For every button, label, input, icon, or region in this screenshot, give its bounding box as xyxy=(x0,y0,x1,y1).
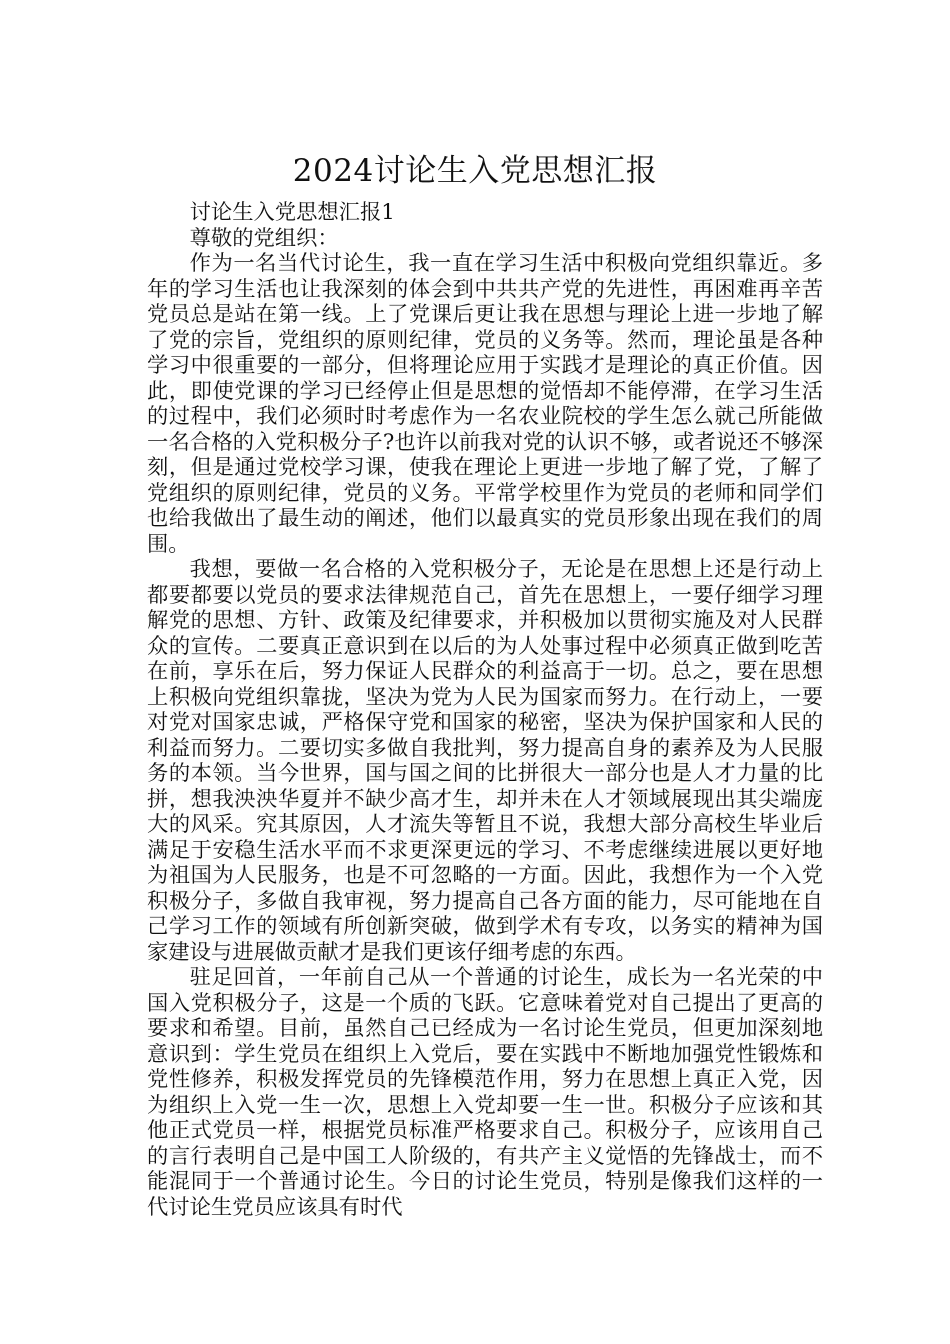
paragraph-3: 驻足回首，一年前自己从一个普通的讨论生，成长为一名光荣的中国入党积极分子，这是一个质的飞跃。它意味着党对自己提出了更高的要求和希望。目前，虽然自己已经成为一名讨论生党员，但更加深刻地意识到：学生党员在组织上入党后，要在实践中不断地加强党性锻炼和党性修养，积极发挥党员的先锋模范作用，努力在思想上真正入党，因为组织上入党一生一次，思想上入党却要一生一世。积极分子应该和其他正式党员一样，根据党员标准严格要求自己。积极分子，应该用自己的言行表明自己是中国工人阶级的，有共产主义觉悟的先锋战士，而不能混同于一个普通讨论生。今日的讨论生党员，特别是像我们这样的一代讨论生党员应该具有时代 xyxy=(147,965,823,1220)
document-body xyxy=(147,200,823,1220)
document-subtitle: 讨论生入党思想汇报1 xyxy=(189,200,395,225)
salutation: 尊敬的党组织： xyxy=(189,225,339,251)
document-title: 2024讨论生入党思想汇报 xyxy=(292,152,658,189)
paragraph-1: 作为一名当代讨论生，我一直在学习生活中积极向党组织靠近。多年的学习生活也让我深刻的体会到中共共产党的先进性，再困难再辛苦党员总是站在第一线。上了党课后更让我在思想与理论上进一步地了解了党的宗旨，党组织的原则纪律，党员的义务等。然而，理论虽是各种学习中很重要的一部分，但将理论应用于实践才是理论的真正价值。因此，即使党课的学习已经停止但是思想的觉悟却不能停滞，在学习生活的过程中，我们必须时时考虑作为一名农业院校的学生怎么就己所能做一名合格的入党积极分子?也许以前我对党的认识不够，或者说还不够深刻，但是通过党校学习课，使我在理论上更进一步地了解了党，了解了党组织的原则纪律，党员的义务。平常学校里作为党员的老师和同学们也给我做出了最生动的阐述，他们以最真实的党员形象出现在我们的周围。 xyxy=(147,251,823,557)
paragraph-2: 我想，要做一名合格的入党积极分子，无论是在思想上还是行动上都要都要以党员的要求法律规范自己，首先在思想上，一要仔细学习理解党的思想、方针、政策及纪律要求，并积极加以贯彻实施及对人民群众的宣传。二要真正意识到在以后的为人处事过程中必须真正做到吃苦在前，享乐在后，努力保证人民群众的利益高于一切。总之，要在思想上积极向党组织靠拢，坚决为党为人民为国家而努力。在行动上，一要对党对国家忠诚，严格保守党和国家的秘密，坚决为保护国家和人民的利益而努力。二要切实多做自我批判，努力提高自身的素养及为人民服务的本领。当今世界，国与国之间的比拼很大一部分也是人才力量的比拼，想我泱泱华夏并不缺少高才生，却并未在人才领域展现出其尖端庞大的风采。究其原因，人才流失等暂且不说，我想大部分高校生毕业后满足于安稳生活水平而不求更深更远的学习、不考虑继续进展以更好地为祖国为人民服务，也是不可忽略的一方面。因此，我想作为一个入党积极分子，多做自我审视，努力提高自己各方面的能力，尽可能地在自己学习工作的领域有所创新突破，做到学术有专攻，以务实的精神为国家建设与进展做贡献才是我们更该仔细考虑的东西。 xyxy=(147,557,823,965)
